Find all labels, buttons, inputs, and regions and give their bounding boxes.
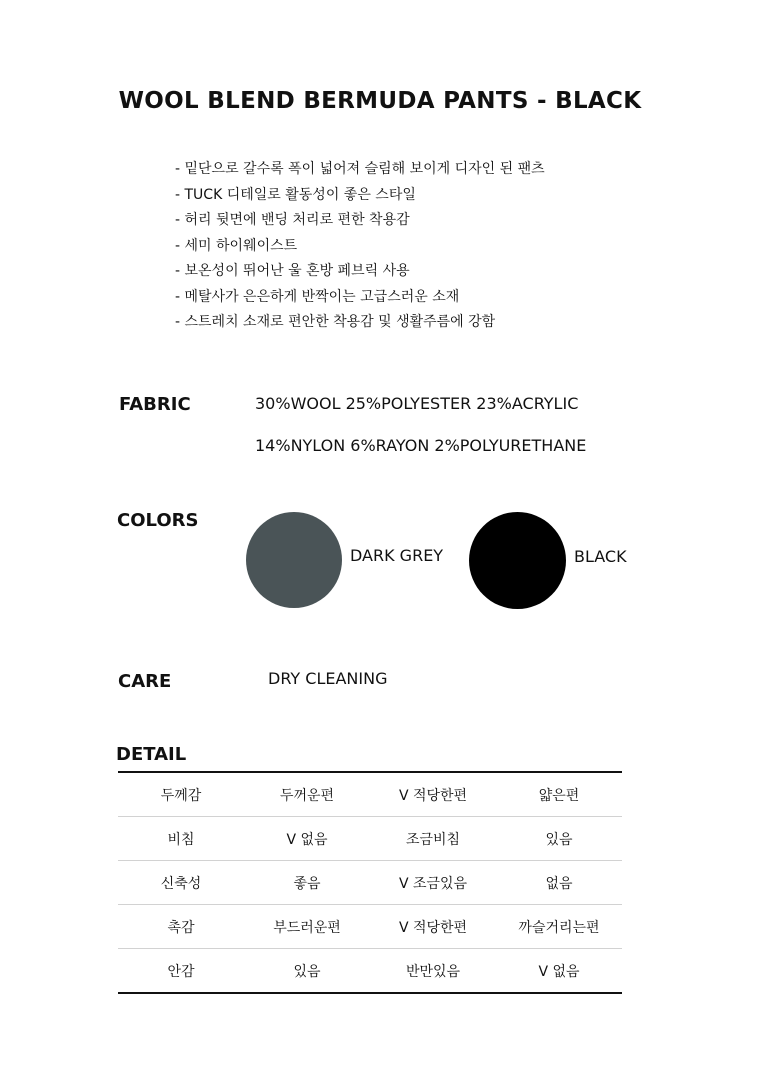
feature-item: - 스트레치 소재로 편안한 착용감 및 생활주름에 강함 (175, 314, 496, 330)
detail-label: DETAIL (116, 744, 187, 765)
detail-row-thickness (118, 773, 622, 817)
feature-item: - 보온성이 뛰어난 울 혼방 페브릭 사용 (175, 263, 410, 279)
detail-cell: 안감 (167, 963, 195, 980)
feature-item: - 세미 하이웨이스트 (175, 237, 298, 254)
page-title: WOOL BLEND BERMUDA PANTS - BLACK (118, 88, 642, 114)
feature-item: - 허리 뒷면에 밴딩 처리로 편한 착용감 (175, 212, 410, 228)
detail-cell: V 조금있음 (398, 875, 468, 892)
detail-cell: 두께감 (160, 787, 202, 804)
detail-cell: 있음 (293, 963, 321, 980)
detail-table (118, 771, 622, 994)
detail-cell: 비침 (167, 831, 195, 848)
care-value: DRY CLEANING (268, 669, 388, 688)
fabric-composition-line-2: 14%NYLON 6%RAYON 2%POLYURETHANE (255, 436, 587, 455)
detail-row-stretch (118, 861, 622, 905)
detail-cell: 촉감 (167, 919, 195, 936)
detail-cell: 없음 (545, 875, 573, 892)
colors-label: COLORS (117, 510, 199, 531)
feature-item: - TUCK 디테일로 활동성이 좋은 스타일 (175, 186, 416, 203)
feature-item: - 메탈사가 은은하게 반짝이는 고급스러운 소재 (175, 288, 460, 305)
detail-cell: V 없음 (538, 963, 580, 980)
feature-list (175, 157, 545, 336)
detail-cell: 좋음 (293, 875, 321, 892)
care-label: CARE (118, 671, 172, 692)
color-name-dark-grey: DARK GREY (350, 546, 444, 565)
detail-row-sheerness (118, 817, 622, 861)
detail-cell: V 적당한편 (398, 919, 468, 936)
detail-cell: V 없음 (286, 831, 328, 848)
detail-cell: 신축성 (160, 875, 202, 892)
detail-cell: V 적당한편 (398, 787, 468, 804)
color-swatch-dark-grey (246, 512, 342, 608)
fabric-label: FABRIC (119, 394, 191, 415)
detail-cell: 부드러운편 (273, 919, 341, 936)
detail-cell: 얇은편 (538, 787, 580, 804)
detail-cell: 까슬거리는편 (518, 919, 600, 936)
color-name-black: BLACK (574, 547, 627, 566)
detail-row-texture (118, 905, 622, 949)
detail-cell: 있음 (545, 831, 573, 848)
detail-cell: 두꺼운편 (279, 787, 335, 804)
color-swatch-black (469, 512, 566, 609)
feature-item: - 밑단으로 갈수록 폭이 넓어져 슬림해 보이게 디자인 된 팬츠 (175, 161, 545, 177)
detail-cell: 조금비침 (405, 831, 461, 848)
detail-row-lining (118, 949, 622, 992)
detail-cell: 반만있음 (405, 963, 461, 980)
fabric-composition-line-1: 30%WOOL 25%POLYESTER 23%ACRYLIC (255, 394, 579, 413)
